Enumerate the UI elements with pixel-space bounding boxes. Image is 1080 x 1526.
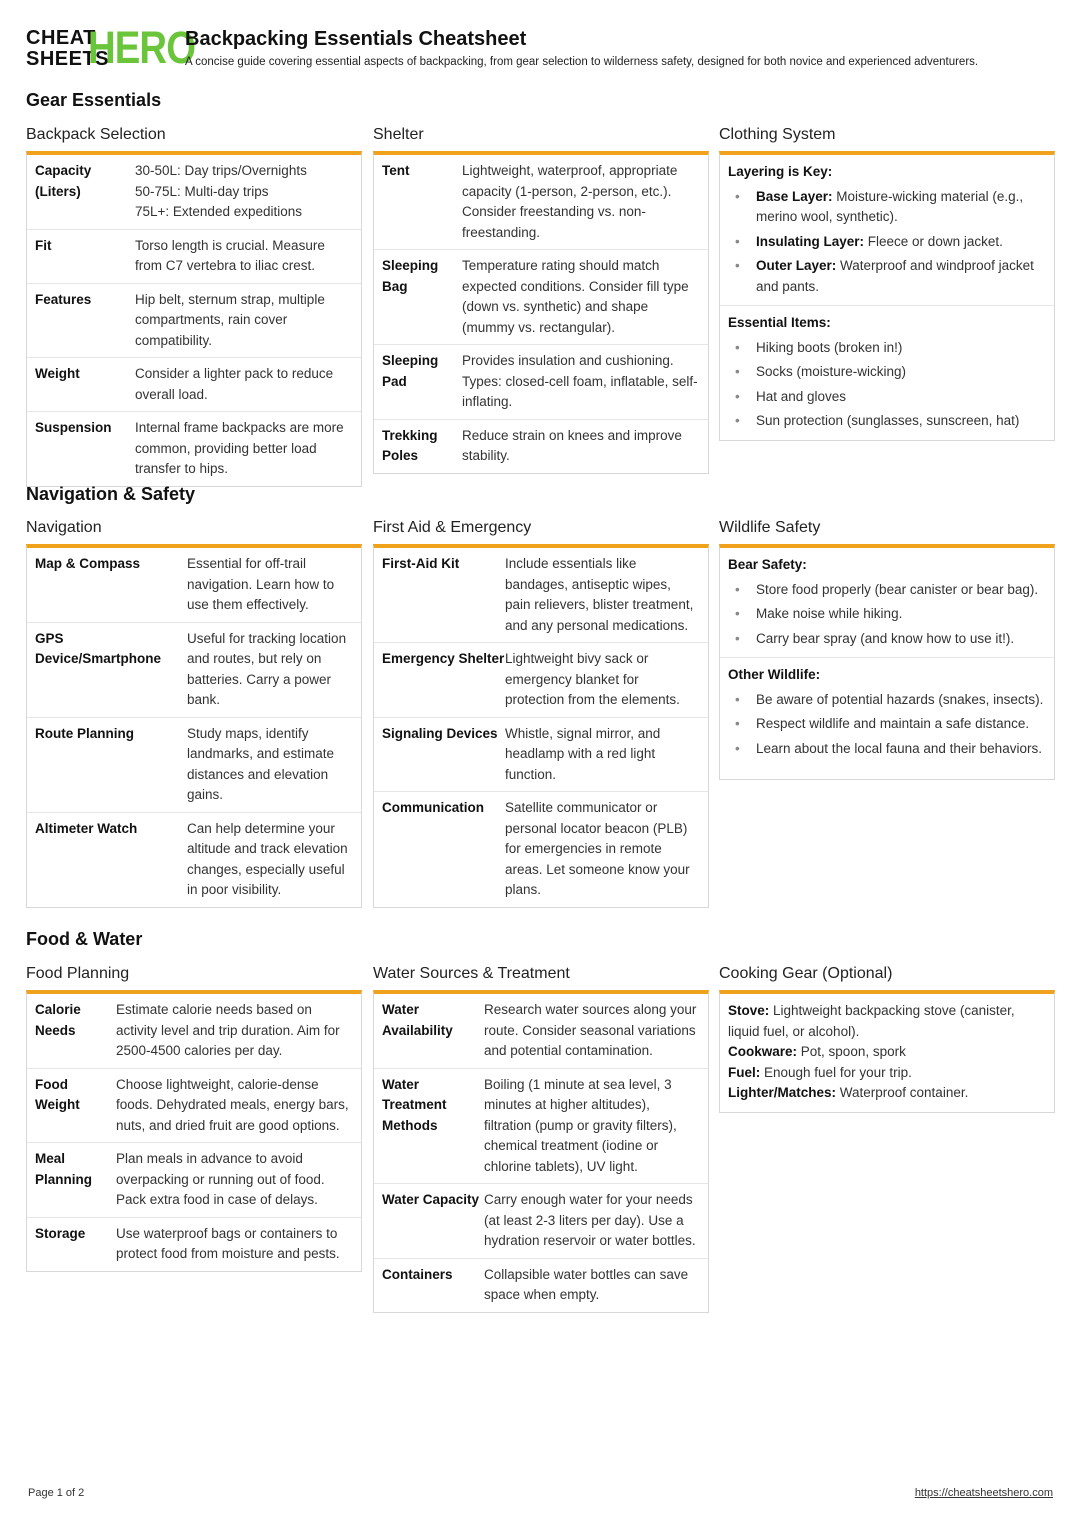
cooking-line-text: Pot, spoon, spork xyxy=(797,1044,906,1059)
cheatsheetshero-logo[interactable] xyxy=(26,22,196,73)
cooking-line xyxy=(728,1042,1046,1063)
list-item-label: Base Layer: xyxy=(756,188,833,204)
card-body xyxy=(719,151,1055,441)
bear-safety-block xyxy=(720,548,1054,658)
list-item xyxy=(728,256,1046,297)
row-key: Storage xyxy=(35,1225,86,1241)
list-item-label: Outer Layer: xyxy=(756,258,837,273)
row-value: Whistle, signal mirror, and headlamp with a red light function. xyxy=(505,725,661,782)
row-key: First-Aid Kit xyxy=(382,556,460,571)
row-key: Route Planning xyxy=(35,725,134,741)
row-value: Estimate calorie needs based on activity level and trip duration. Aim for 2500-4500 calories per day. xyxy=(116,1002,340,1058)
card-title: Cooking Gear (Optional) xyxy=(719,965,893,982)
list-item-text: Waterproof and windproof jacket and pants. xyxy=(756,258,1034,294)
table-row xyxy=(27,284,361,359)
table-row xyxy=(374,718,708,793)
list-item: • Respect wildlife and maintain a safe distance. xyxy=(728,714,1046,735)
card-table xyxy=(373,151,709,474)
table-row xyxy=(374,1069,708,1185)
row-key: Sleeping Bag xyxy=(382,258,439,294)
card-title: Navigation xyxy=(26,519,102,536)
table-row xyxy=(27,1143,361,1218)
row-value: Lightweight, waterproof, appropriate capacity (1-person, 2-person, etc.). Consider freestanding vs. non-freestanding. xyxy=(462,163,678,240)
row-value: Useful for tracking location and routes, but rely on batteries. Carry a power bank. xyxy=(187,630,347,707)
table-row xyxy=(374,420,708,473)
row-key: Communication xyxy=(382,800,485,815)
cooking-line-text: Waterproof container. xyxy=(836,1085,969,1100)
row-key: Trekking Poles xyxy=(382,427,438,463)
card-body xyxy=(719,990,1055,1113)
bear-safety-heading: Bear Safety: xyxy=(728,557,807,572)
table-row xyxy=(27,1069,361,1144)
essential-items-block xyxy=(720,306,1054,440)
row-value: Satellite communicator or personal locator beacon (PLB) for emergencies in remote areas. Let someone know your plans. xyxy=(505,800,690,897)
table-row xyxy=(374,994,708,1069)
table-row xyxy=(27,623,361,718)
table-row xyxy=(374,250,708,345)
table-row xyxy=(374,155,708,250)
cooking-line-label: Fuel: xyxy=(728,1064,761,1080)
table-row xyxy=(374,548,708,643)
list-item: • Hiking boots (broken in!) xyxy=(728,338,1046,359)
section-title-gear: Gear Essentials xyxy=(26,90,162,110)
row-key: Weight xyxy=(35,366,80,381)
card-table xyxy=(26,544,362,908)
essential-items-heading: Essential Items: xyxy=(728,315,831,330)
table-row xyxy=(374,345,708,420)
row-key: Tent xyxy=(382,163,410,178)
site-link[interactable]: https://cheatsheetshero.com xyxy=(914,1487,1053,1499)
card-backpack-selection xyxy=(26,125,362,487)
row-key: Signaling Devices xyxy=(382,725,498,741)
table-row xyxy=(374,1259,708,1312)
page-number: Page 1 of 2 xyxy=(28,1487,85,1499)
row-value: Collapsible water bottles can save space when empty. xyxy=(484,1266,689,1302)
table-row xyxy=(27,230,361,284)
table-row xyxy=(27,548,361,623)
cooking-lines xyxy=(720,994,1054,1112)
card-title: First Aid & Emergency xyxy=(373,519,532,536)
page-header xyxy=(26,22,1054,76)
card-title: Wildlife Safety xyxy=(719,519,821,536)
logo-hero: HERO xyxy=(88,22,196,73)
row-value: Lightweight bivy sack or emergency blanket for protection from the elements. xyxy=(505,651,680,707)
card-title: Clothing System xyxy=(719,126,836,143)
card-title: Water Sources & Treatment xyxy=(373,965,570,982)
table-row xyxy=(27,412,361,486)
row-key: Food Weight xyxy=(35,1076,80,1112)
section-title-food-water: Food & Water xyxy=(26,929,143,949)
table-row xyxy=(27,155,361,230)
row-value: Can help determine your altitude and track elevation changes, especially useful in poor visibility. xyxy=(187,820,348,897)
cooking-line-label: Stove: xyxy=(728,1003,770,1018)
row-value: Reduce strain on knees and improve stability. xyxy=(462,427,682,463)
list-item: • Make noise while hiking. xyxy=(728,604,1046,625)
row-key: Calorie Needs xyxy=(35,1002,81,1038)
section-title-navigation-safety: Navigation & Safety xyxy=(26,484,196,504)
list-item xyxy=(728,187,1046,228)
row-value: Choose lightweight, calorie-dense foods. Dehydrated meals, energy bars, nuts, and dried fruit are good options. xyxy=(116,1076,349,1133)
list-item: • Sun protection (sunglasses, sunscreen, hat) xyxy=(728,411,1046,432)
row-key: GPS Device/Smartphone xyxy=(35,630,162,666)
card-shelter xyxy=(373,125,709,474)
row-value: Essential for off-trail navigation. Learn how to use them effectively. xyxy=(187,556,335,612)
card-table xyxy=(26,151,362,487)
row-value: Study maps, identify landmarks, and estimate distances and elevation gains. xyxy=(187,725,335,802)
row-value: Boiling (1 minute at sea level, 3 minutes at higher altitudes), filtration (pump or gravity filters), chemical treatment (iodine or chlorine tablets), UV light. xyxy=(484,1076,677,1174)
row-key: Meal Planning xyxy=(35,1151,92,1187)
table-row xyxy=(27,994,361,1069)
cooking-line xyxy=(728,1063,1046,1084)
row-value: Plan meals in advance to avoid overpacking or running out of food. Pack extra food in case of delays. xyxy=(116,1151,325,1207)
row-key: Emergency Shelter xyxy=(382,651,505,666)
essential-items-list xyxy=(728,338,1046,432)
layering-block xyxy=(720,155,1054,306)
row-value: Torso length is crucial. Measure from C7 vertebra to iliac crest. xyxy=(135,237,325,273)
list-item-text: Moisture-wicking material (e.g., merino wool, synthetic). xyxy=(756,188,1024,224)
other-wildlife-block xyxy=(720,658,1054,779)
page-title: Backpacking Essentials Cheatsheet xyxy=(185,28,527,50)
table-row xyxy=(27,358,361,412)
row-value: 30-50L: Day trips/Overnights 50-75L: Multi-day trips 75L+: Extended expeditions xyxy=(135,163,307,219)
list-item-text: Fleece or down jacket. xyxy=(864,233,1003,249)
card-table xyxy=(373,544,709,908)
cooking-line-label: Lighter/Matches: xyxy=(728,1085,837,1100)
row-key: Fit xyxy=(35,237,52,253)
row-key: Water Treatment Methods xyxy=(382,1076,447,1133)
row-key: Water Availability xyxy=(382,1002,453,1038)
row-key: Sleeping Pad xyxy=(382,353,439,389)
card-cooking-gear xyxy=(719,964,1055,1113)
row-value: Carry enough water for your needs (at least 2-3 liters per day). Use a hydration reservoir or water bottles. xyxy=(484,1192,696,1248)
row-value: Provides insulation and cushioning. Types: closed-cell foam, inflatable, self-inflating. xyxy=(462,353,698,409)
list-item-label: Insulating Layer: xyxy=(756,233,865,249)
card-wildlife-safety xyxy=(719,518,1055,780)
card-navigation xyxy=(26,518,362,908)
card-title: Backpack Selection xyxy=(26,126,166,143)
logo-text: CHEAT SHEETS xyxy=(26,27,110,70)
card-table xyxy=(26,990,362,1272)
row-value: Internal frame backpacks are more common, providing better load transfer to hips. xyxy=(135,420,344,476)
row-value: Use waterproof bags or containers to protect food from moisture and pests. xyxy=(116,1225,340,1261)
layering-heading: Layering is Key: xyxy=(728,164,833,179)
other-wildlife-heading: Other Wildlife: xyxy=(728,667,821,682)
row-key: Altimeter Watch xyxy=(35,820,138,836)
card-title: Shelter xyxy=(373,126,424,143)
bear-safety-list xyxy=(728,580,1046,650)
table-row xyxy=(374,792,708,907)
row-key: Containers xyxy=(382,1266,453,1282)
table-row xyxy=(27,718,361,813)
list-item: • Store food properly (bear canister or bear bag). xyxy=(728,580,1046,601)
list-item: • Socks (moisture-wicking) xyxy=(728,362,1046,383)
card-clothing-system xyxy=(719,125,1055,441)
card-water xyxy=(373,964,709,1313)
page-subtitle: A concise guide covering essential aspects of backpacking, from gear selection to wilderness safety, designed for both novice and experienced adventurers. xyxy=(185,56,979,68)
other-wildlife-list xyxy=(728,690,1046,760)
list-item: • Carry bear spray (and know how to use it!). xyxy=(728,629,1046,650)
row-key: Capacity (Liters) xyxy=(35,163,92,199)
row-value: Hip belt, sternum strap, multiple compartments, rain cover compatibility. xyxy=(135,291,325,348)
card-title: Food Planning xyxy=(26,965,130,982)
card-food-planning xyxy=(26,964,362,1272)
list-item: • Be aware of potential hazards (snakes, insects). xyxy=(728,690,1046,711)
table-row xyxy=(27,1218,361,1271)
row-value: Consider a lighter pack to reduce overall load. xyxy=(135,366,334,402)
cooking-line xyxy=(728,1001,1046,1042)
table-row xyxy=(374,643,708,718)
card-table xyxy=(373,990,709,1313)
cooking-line-label: Cookware: xyxy=(728,1044,798,1059)
table-row xyxy=(374,1184,708,1259)
list-item xyxy=(728,232,1046,253)
row-key: Water Capacity xyxy=(382,1192,480,1207)
row-value: Include essentials like bandages, antiseptic wipes, pain relievers, blister treatment, and any personal medications. xyxy=(505,556,694,633)
row-key: Features xyxy=(35,291,92,307)
row-value: Research water sources along your route. Consider seasonal variations and potential contamination. xyxy=(484,1002,697,1058)
card-first-aid xyxy=(373,518,709,908)
list-item: • Learn about the local fauna and their behaviors. xyxy=(728,739,1046,760)
list-item: • Hat and gloves xyxy=(728,387,1046,408)
layering-list xyxy=(728,187,1046,298)
card-body xyxy=(719,544,1055,780)
cooking-line-text: Lightweight backpacking stove (canister, liquid fuel, or alcohol). xyxy=(728,1003,1015,1039)
cooking-line-text: Enough fuel for your trip. xyxy=(760,1064,912,1080)
table-row xyxy=(27,813,361,907)
row-key: Suspension xyxy=(35,420,112,435)
cooking-line xyxy=(728,1083,1046,1104)
row-key: Map & Compass xyxy=(35,556,141,571)
row-value: Temperature rating should match expected conditions. Consider fill type (down vs. synthetic) and shape (mummy vs. rectangular). xyxy=(462,258,689,335)
